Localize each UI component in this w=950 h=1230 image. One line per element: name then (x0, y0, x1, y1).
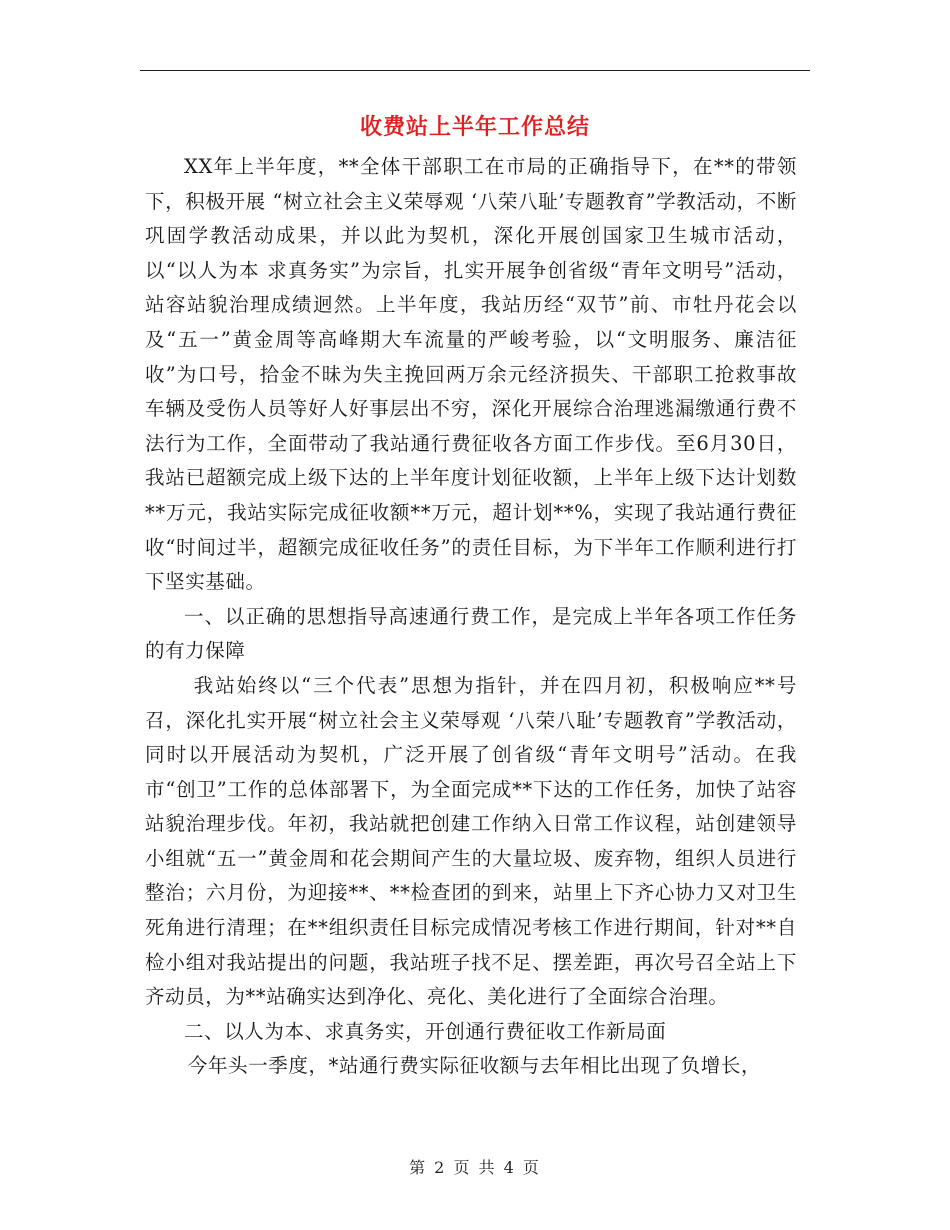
paragraph-section-2: 今年头一季度，*站通行费实际征收额与去年相比出现了负增长， (187, 1054, 762, 1078)
section-heading-2: 二、以人为本、求真务实，开创通行费征收工作新局面 (184, 1019, 667, 1043)
document-body (145, 150, 797, 1084)
page-footer: 第 2 页 共 4 页 (409, 1158, 541, 1177)
document-title: 收费站上半年工作总结 (359, 114, 590, 140)
header-rule (140, 70, 810, 71)
paragraph-intro: XX年上半年度，**全体干部职工在市局的正确指导下，在**的带领下，积极开展 “树立社会主义荣辱观 ‘八荣八耻’专题教育”学教活动，不断巩固学教活动成果，并以此为契机，深化开展创国家卫生城市活动，以“以人为本 求真务实”为宗旨，扎实开展争创省级“青年文明号”活动，站容站貌治理成绩迥然。上半年度，我站历经“双节”前、市牡丹花会以及“五一”黄金周等高峰期大车流量的严峻考验，以“文明服务、廉洁征收”为口号，拾金不昧为失主挽回两万余元经济损失、干部职工抢救事故车辆及受伤人员等好人好事层出不穷，深化开展综合治理逃漏缴通行费不法行为工作，全面带动了我站通行费征收各方面工作步伐。至6月30日，我站已超额完成上级下达的上半年度计划征收额，上半年上级下达计划数**万元，我站实际完成征收额**万元，超计划**%，实现了我站通行费征收“时间过半，超额完成征收任务”的责任目标，为下半年工作顺利进行打下坚实基础。 (145, 155, 797, 594)
section-heading-1: 一、以正确的思想指导高速通行费工作，是完成上半年各项工作任务的有力保障 (145, 604, 797, 663)
paragraph-section-1: 我站始终以“三个代表”思想为指针，并在四月初，积极响应**号召，深化扎实开展“树立社会主义荣辱观 ‘八荣八耻’专题教育”学教活动，同时以开展活动为契机，广泛开展了创省级“青年文明号”活动。在我市“创卫”工作的总体部署下，为全面完成**下达的工作任务，加快了站容站貌治理步伐。年初，我站就把创建工作纳入日常工作议程，站创建领导小组就“五一”黄金周和花会期间产生的大量垃圾、废弃物，组织人员进行整治；六月份，为迎接**、**检查团的到来，站里上下齐心协力又对卫生死角进行清理；在**组织责任目标完成情况考核工作进行期间，针对**自检小组对我站提出的问题，我站班子找不足、摆差距，再次号召全站上下齐动员，为**站确实达到净化、亮化、美化进行了全面综合治理。 (145, 673, 797, 1009)
